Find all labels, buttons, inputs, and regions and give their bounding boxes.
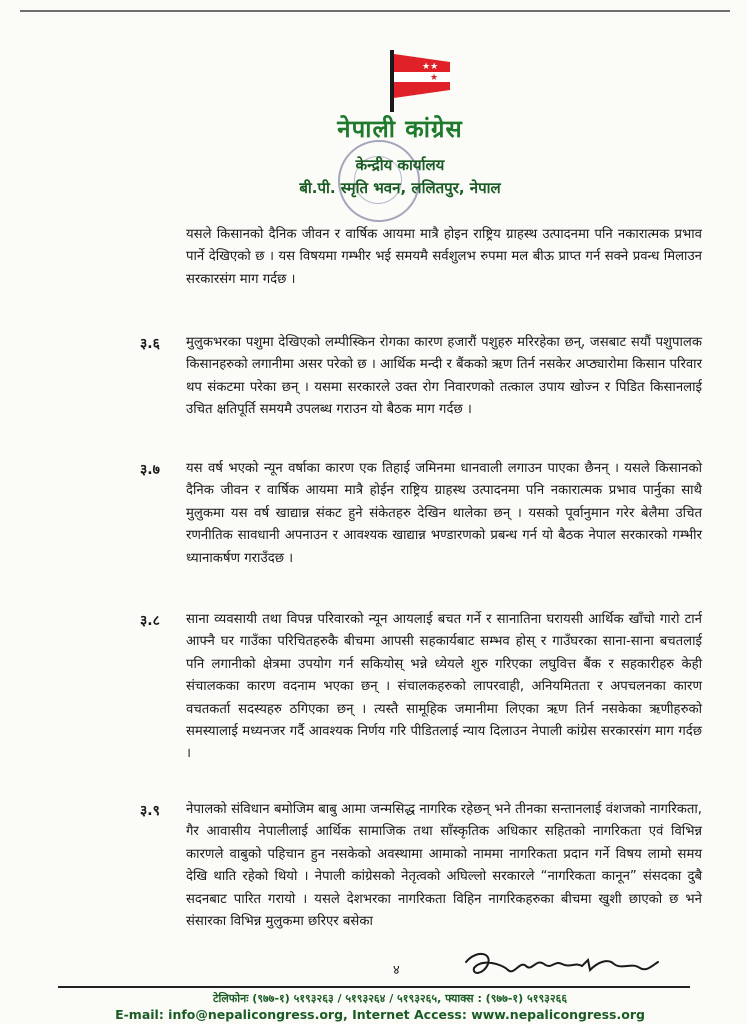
handwritten-signature [462, 948, 662, 982]
item-number: ३.८ [140, 613, 160, 629]
party-flag-logo [386, 50, 456, 112]
flag-pole [390, 50, 394, 112]
intro-paragraph: यसले किसानको दैनिक जीवन र वार्षिक आयमा मात्रै होइन राष्ट्रिय ग्राहस्थ उत्पादनमा पनि नकारात्मक प्रभाव पार्ने देखिएको छ । यस विषयमा गम्भीर भई समयमै सर्वशुलभ रुपमा मल बीऊ प्राप्त गर्न सक्ने प्रवन्ध मिलाउन सरकारसंग माग गर्दछ । [186, 227, 702, 287]
item-number: ३.९ [140, 803, 160, 819]
item-paragraph: नेपालको संविधान बमोजिम बाबु आमा जन्मसिद्ध नागरिक रहेछन् भने तीनका सन्तानलाई वंशजको नागरिकता, गैर आवासीय नेपालीलाई आर्थिक सामाजिक तथा साँस्कृतिक अधिकार सहितको नागरिकता एवं विभिन्न कारणले वाबुको पहिचान हुन नसकेको अवस्थामा आमाको नाममा नागरिकता प्रदान गर्ने विषय लामो समय देखि थाति रहेको थियो । नेपाली कांग्रेसको नेतृत्वको अघिल्लो सरकारले “नागरिकता कानून” संसदका दुबै सदनबाट पारित गरायो । यसले देशभरका नागरिकता विहिन नागरिकहरुका बीचमा खुशी छाएको छ भने संसारका विभिन्न मुलुकमा छरिएर बसेका [186, 802, 702, 930]
footer-email-web: E-mail: info@nepalicongress.org, Internet Access: www.nepalicongress.org [115, 1007, 645, 1022]
flag-star-single: ★ [430, 73, 439, 83]
office-name: केन्द्रीय कार्यालय [355, 156, 445, 174]
item-number: ३.७ [140, 462, 160, 478]
footer-rule [58, 986, 690, 988]
page-number: ४ [393, 963, 400, 978]
footer-telephone: टेलिफोनः (९७७-१) ५१९३२६३ / ५१९३२६४ / ५१९३२६५, फ्याक्स : (९७७-१) ५१९३२६६ [212, 992, 568, 1005]
item-paragraph: मुलुकभरका पशुमा देखिएको लम्पीस्किन रोगका कारण हजारौं पशुहरु मरिरहेका छन्, जसबाट सयौं पशुपालक किसानहरुको लगानीमा असर परेको छ । आर्थिक मन्दी र बैंकको ऋण तिर्न नसकेर अप्ठ्यारोमा किसान परिवार थप संकटमा परेका छन् । यसमा सरकारले उक्त रोग निवारणको तत्काल उपाय खोज्न र पिडित किसानलाई उचित क्षतिपूर्ति समयमै उपलब्ध गराउन यो बैठक माग गर्दछ । [186, 335, 702, 418]
flag-white-band [394, 72, 450, 82]
office-address: बी.पी. स्मृति भवन, ललितपुर, नेपाल [299, 179, 501, 197]
item-number: ३.६ [140, 336, 160, 352]
party-name: नेपाली कांग्रेस [337, 115, 463, 143]
item-paragraph: यस वर्ष भएको न्यून वर्षाका कारण एक तिहाई जमिनमा धानवाली लगाउन पाएका छैनन् । यसले किसानको दैनिक जीवन र वार्षिक आयमा मात्रै होईन राष्ट्रिय ग्राहस्थ उत्पादनमा पनि नकारात्मक प्रभाव पार्नुका साथै मुलुकमा यस वर्ष खाद्यान्न संकट हुने संकेतहरु देखिन थालेका छन् । यसको पूर्वानुमान गरेर बेलैमा उचित रणनीतिक सावधानी अपनाउन र आवश्यक खाद्यान्न भण्डारणको प्रबन्ध गर्न यो बैठक नेपाल सरकारको गम्भीर ध्यानाकर्षण गराउँदछ । [186, 461, 702, 566]
flag-stars: ★★ [422, 62, 439, 72]
top-border-rule [20, 10, 730, 12]
item-paragraph: साना व्यवसायी तथा विपन्न परिवारको न्यून आयलाई बचत गर्ने र सानातिना घरायसी आर्थिक खाँचो गारो टार्न आफ्नै घर गाउँका परिचितहरुकै बीचमा आपसी सहकार्यबाट सम्भव होस् र गाउँघरका साना-साना बचतलाई पनि लगानीको क्षेत्रमा उपयोग गर्न सकियोस् भन्ने ध्येयले शुरु गरिएका लघुवित्त बैंक र सहकारीहरु केही संचालकका कारण वदनाम भएका छन् । संचालकहरुको लापरवाही, अनियमितता र अपचलनका कारण वचतकर्ता सदस्यहरु ठगिएका छन् । त्यस्तै सामूहिक जमानीमा लिएका ऋण तिर्न नसकेका ऋणीहरुको समस्यालाई मध्यनजर गर्दै आवश्यक निर्णय गरि पीडितलाई न्याय दिलाउन नेपाली कांग्रेस सरकारसंग माग गर्दछ । [186, 612, 702, 762]
